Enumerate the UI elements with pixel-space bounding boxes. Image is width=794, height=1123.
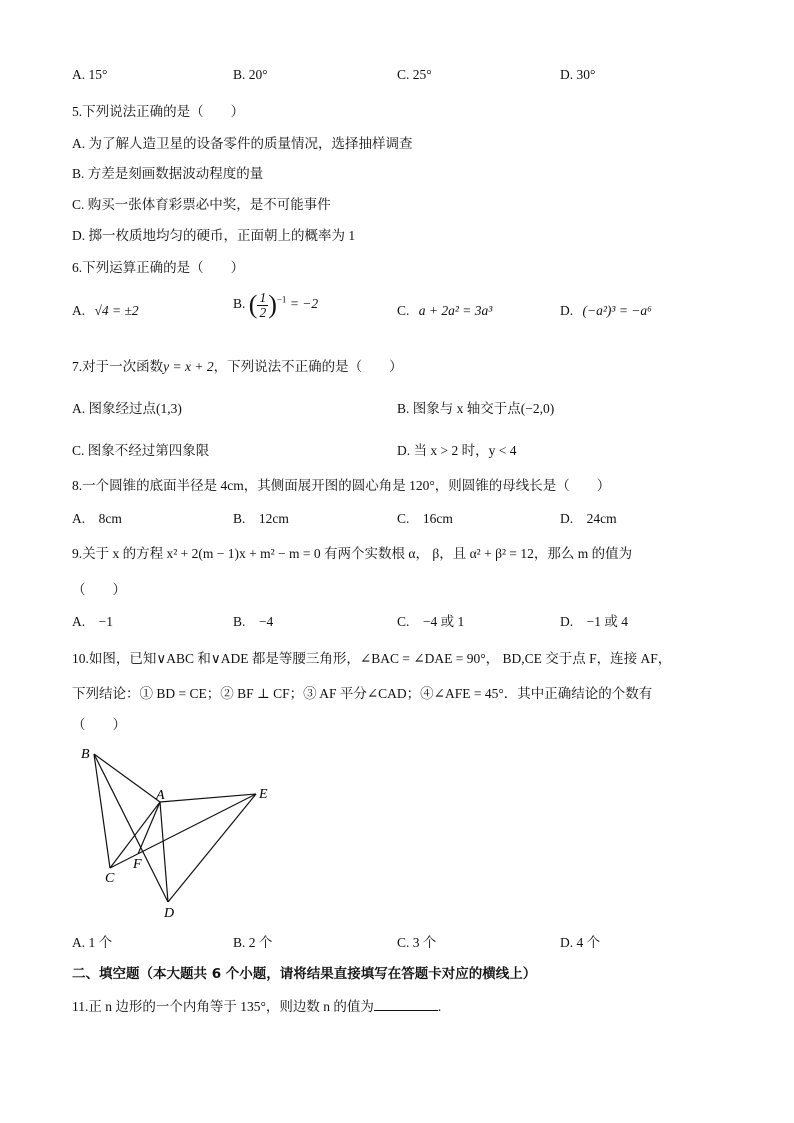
q7-option-b: B. 图象与 x 轴交于点(−2,0)	[397, 401, 555, 416]
q9-option-c: C. −4 或 1	[397, 614, 465, 629]
q10-conclusions: 下列结论：① BD = CE；② BF ⊥ CF；③ AF 平分∠CAD；④∠AFE = 45°．其中正确结论的个数有	[72, 686, 653, 701]
q6-expr-c: a + 2a² = 3a³	[418, 303, 493, 318]
q6-label-b: B.	[233, 296, 246, 312]
q8-option-a: A. 8cm	[72, 511, 122, 526]
label-b: B	[81, 747, 90, 762]
q8-option-b: B. 12cm	[233, 511, 289, 526]
q6-label-a: A.	[72, 303, 86, 318]
q10-option-d: D. 4 个	[560, 935, 601, 950]
q6-label-c: C.	[397, 303, 410, 318]
q7-option-a: A. 图象经过点(1,3)	[72, 401, 182, 416]
edge-af	[138, 802, 160, 854]
label-e: E	[259, 787, 268, 802]
q10-stem: 10.如图，已知∨ABC 和∨ADE 都是等腰三角形，∠BAC = ∠DAE = 90°， BD,CE 交于点 F，连接 AF，	[72, 651, 672, 666]
q7-stem-post: ，下列说法不正确的是（ ）	[213, 359, 403, 374]
q6-expr-a: √4 = ±2	[94, 303, 139, 318]
q5-stem: 5.下列说法正确的是（ ）	[72, 104, 245, 119]
q10-option-c: C. 3 个	[397, 935, 437, 950]
section-2-heading: 二、填空题（本大题共 6 个小题，请将结果直接填写在答题卡对应的横线上）	[72, 966, 537, 982]
q6-option-c	[397, 303, 492, 319]
q11-end: .	[437, 999, 442, 1014]
label-f: F	[133, 857, 142, 872]
q4-option-b: B. 20°	[233, 67, 268, 82]
q10-paren: （ ）	[72, 717, 126, 732]
edge-ba	[94, 754, 160, 802]
q5-option-b: B. 方差是刻画数据波动程度的量	[72, 166, 264, 181]
q6-option-d	[560, 303, 652, 319]
q5-option-d: D. 掷一枚质地均匀的硬币，正面朝上的概率为 1	[72, 228, 356, 243]
q11-answer-blank[interactable]	[374, 998, 438, 1011]
q4-option-c: C. 25°	[397, 67, 432, 82]
q7-option-c: C. 图象不经过第四象限	[72, 443, 210, 458]
q10-option-b: B. 2 个	[233, 935, 273, 950]
q10-option-a: A. 1 个	[72, 935, 113, 950]
edge-de	[168, 794, 256, 902]
q9-option-d: D. −1 或 4	[560, 614, 628, 629]
q4-option-a: A. 15°	[72, 67, 108, 82]
q7-option-d: D. 当 x > 2 时，y < 4	[397, 443, 517, 458]
q7-stem	[72, 355, 403, 375]
q6-label-d: D.	[560, 303, 574, 318]
label-c: C	[105, 871, 115, 886]
q9-option-a: A. −1	[72, 614, 113, 629]
q6-rhs-b: = −2	[289, 296, 319, 312]
q9-stem: 9.关于 x 的方程 x² + 2(m − 1)x + m² − m = 0 有两个实数根 α， β，且 α² + β² = 12，那么 m 的值为	[72, 546, 633, 561]
q8-option-d: D. 24cm	[560, 511, 617, 526]
q10-figure	[72, 740, 292, 925]
q11	[72, 995, 441, 1015]
q7-stem-pre: 7.对于一次函数	[72, 359, 164, 374]
label-d: D	[164, 906, 175, 921]
q6-option-b: B. ( $\frac{1}{2}$ )$^{-1}$ = −2	[233, 289, 319, 320]
q4-option-d: D. 30°	[560, 67, 596, 82]
q9-option-b: B. −4	[233, 614, 274, 629]
q6-frac-num: 1	[259, 289, 267, 305]
q6-stem: 6.下列运算正确的是（ ）	[72, 260, 245, 275]
q6-option-a	[72, 303, 139, 319]
q8-option-c: C. 16cm	[397, 511, 453, 526]
q6-expr-d: (−a²)³ = −a⁶	[582, 303, 652, 318]
q5-option-a: A. 为了解人造卫星的设备零件的质量情况，选择抽样调查	[72, 136, 413, 151]
q7-func: y = x + 2	[163, 359, 214, 374]
q6-frac-den: 2	[259, 304, 267, 320]
q11-stem: 11.正 n 边形的一个内角等于 135°，则边数 n 的值为	[72, 999, 374, 1014]
q8-stem: 8.一个圆锥的底面半径是 4cm，其侧面展开图的圆心角是 120°，则圆锥的母线长是（ ）	[72, 478, 611, 493]
label-a: A	[156, 788, 165, 803]
q5-option-c: C. 购买一张体育彩票必中奖，是不可能事件	[72, 197, 331, 212]
q6-exp-b: −1	[276, 294, 287, 305]
edge-ad	[160, 802, 168, 902]
q9-paren: （ ）	[72, 582, 126, 597]
